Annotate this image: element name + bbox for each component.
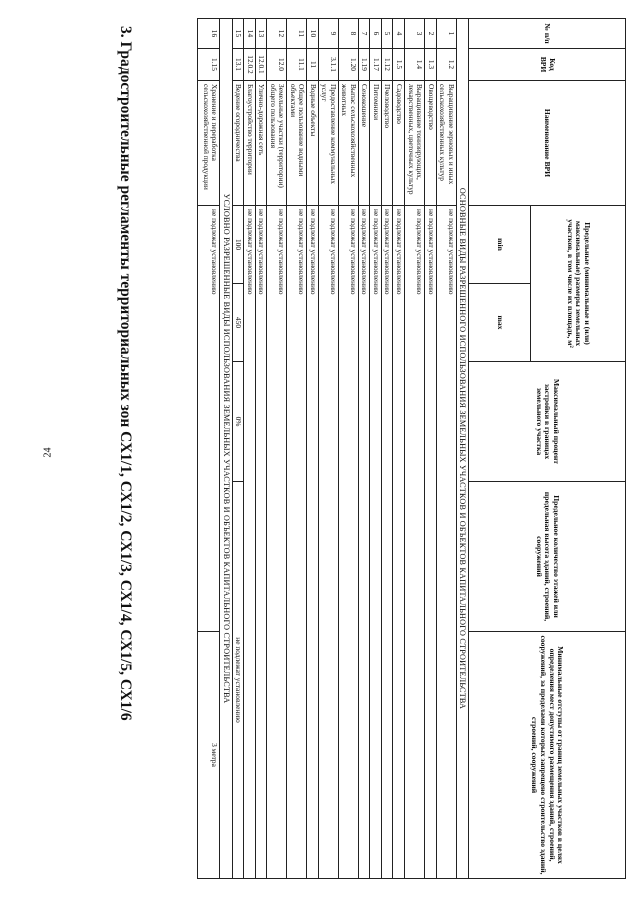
table-row: 2 1.3 Овощеводство не подлежат установлению bbox=[425, 19, 437, 879]
table-row: 3 1.4 Выращивание тонизирующих, лекарственных, цветочных культур не подлежат установлению bbox=[405, 19, 425, 879]
regulations-table bbox=[197, 18, 626, 879]
table-row: 10 11 Водные объекты не подлежат установлению bbox=[307, 19, 319, 879]
table-row: 11 11.1 Общее пользование водными объектами не подлежат установлению bbox=[287, 19, 307, 879]
header-name: Наименование ВРИ bbox=[469, 81, 626, 206]
table-row: 15 13.1 Ведение огородничества 100 450 0% не подлежат установлению bbox=[232, 19, 244, 879]
table-row: 13 12.0.1 Улично-дорожная сеть не подлежат установлению bbox=[255, 19, 267, 879]
table-row: 6 1.17 Питомники не подлежат установлению bbox=[370, 19, 382, 879]
table-row: 8 1.20 Выпас сельскохозяйственных животных не подлежат установлению bbox=[338, 19, 358, 879]
header-floors: Предельное количество этажей или предельная высота зданий, строений, сооружений bbox=[469, 482, 626, 632]
table-row: 16 1.15 Хранение и переработка сельскохозяйственной продукции не подлежат установлению 3 метра bbox=[198, 19, 220, 879]
table-row: 7 1.19 Сенокошение не подлежат установлению bbox=[358, 19, 370, 879]
row16-setback-cell: 3 метра bbox=[198, 632, 220, 879]
header-area: Предельные (минимальные и (или) максимальные) размеры земельных участков, в том числе их площадь, м² bbox=[531, 206, 626, 362]
section-main: ОСНОВНЫЕ ВИДЫ РАЗРЕШЕННОГО ИСПОЛЬЗОВАНИЯ ЗЕМЕЛЬНЫХ УЧАСТКОВ И ОБЪЕКТОВ КАПИТАЛЬНОГО СТРОИТЕЛЬСТВА bbox=[456, 19, 468, 879]
header-area-max: max bbox=[469, 284, 531, 362]
table-row: 14 12.0.2 Благоустройство территории не подлежат установлению bbox=[244, 19, 256, 879]
header-setback: Минимальные отступы от границ земельных участков в целях определения мест допустимого размещения зданий, строений, сооружений, за пределами которых запрещено строительство зданий, строений, сооружений bbox=[469, 632, 626, 879]
table-row: 12 12.0 Земельные участки (территории) общего пользования не подлежат установлению bbox=[267, 19, 287, 879]
header-row bbox=[531, 19, 626, 879]
table-row: 5 1.12 Пчеловодство не подлежат установлению bbox=[381, 19, 393, 879]
table-row: 1 1.2 Выращивание зерновых и иных сельскохозяйственных культур не подлежат установлению bbox=[436, 19, 456, 879]
page-number: 24 bbox=[42, 447, 54, 457]
table-body bbox=[198, 19, 469, 879]
document-title: 3. Градостроительные регламенты территориальных зон СХ1/1, СХ1/2, СХ1/3, СХ1/4, СХ1/5, СХ1/6 bbox=[117, 26, 134, 721]
header-code: Код ВРИ bbox=[469, 49, 626, 81]
rotated-page-content bbox=[70, 18, 630, 888]
header-coverage: Максимальный процент застройки в границах земельного участка bbox=[469, 362, 626, 482]
table-row: 9 3.1.1 Предоставление коммунальных услуг не подлежат установлению bbox=[318, 19, 338, 879]
section-conditional: УСЛОВНО РАЗРЕШЕННЫЕ ВИДЫ ИСПОЛЬЗОВАНИЯ ЗЕМЕЛЬНЫХ УЧАСТКОВ И ОБЪЕКТОВ КАПИТАЛЬНОГО СТРОИТЕЛЬСТВА bbox=[220, 19, 232, 879]
header-num: № п/п bbox=[469, 19, 626, 49]
header-area-min: min bbox=[469, 206, 531, 284]
table-row: 4 1.5 Садоводство не подлежат установлению bbox=[393, 19, 405, 879]
